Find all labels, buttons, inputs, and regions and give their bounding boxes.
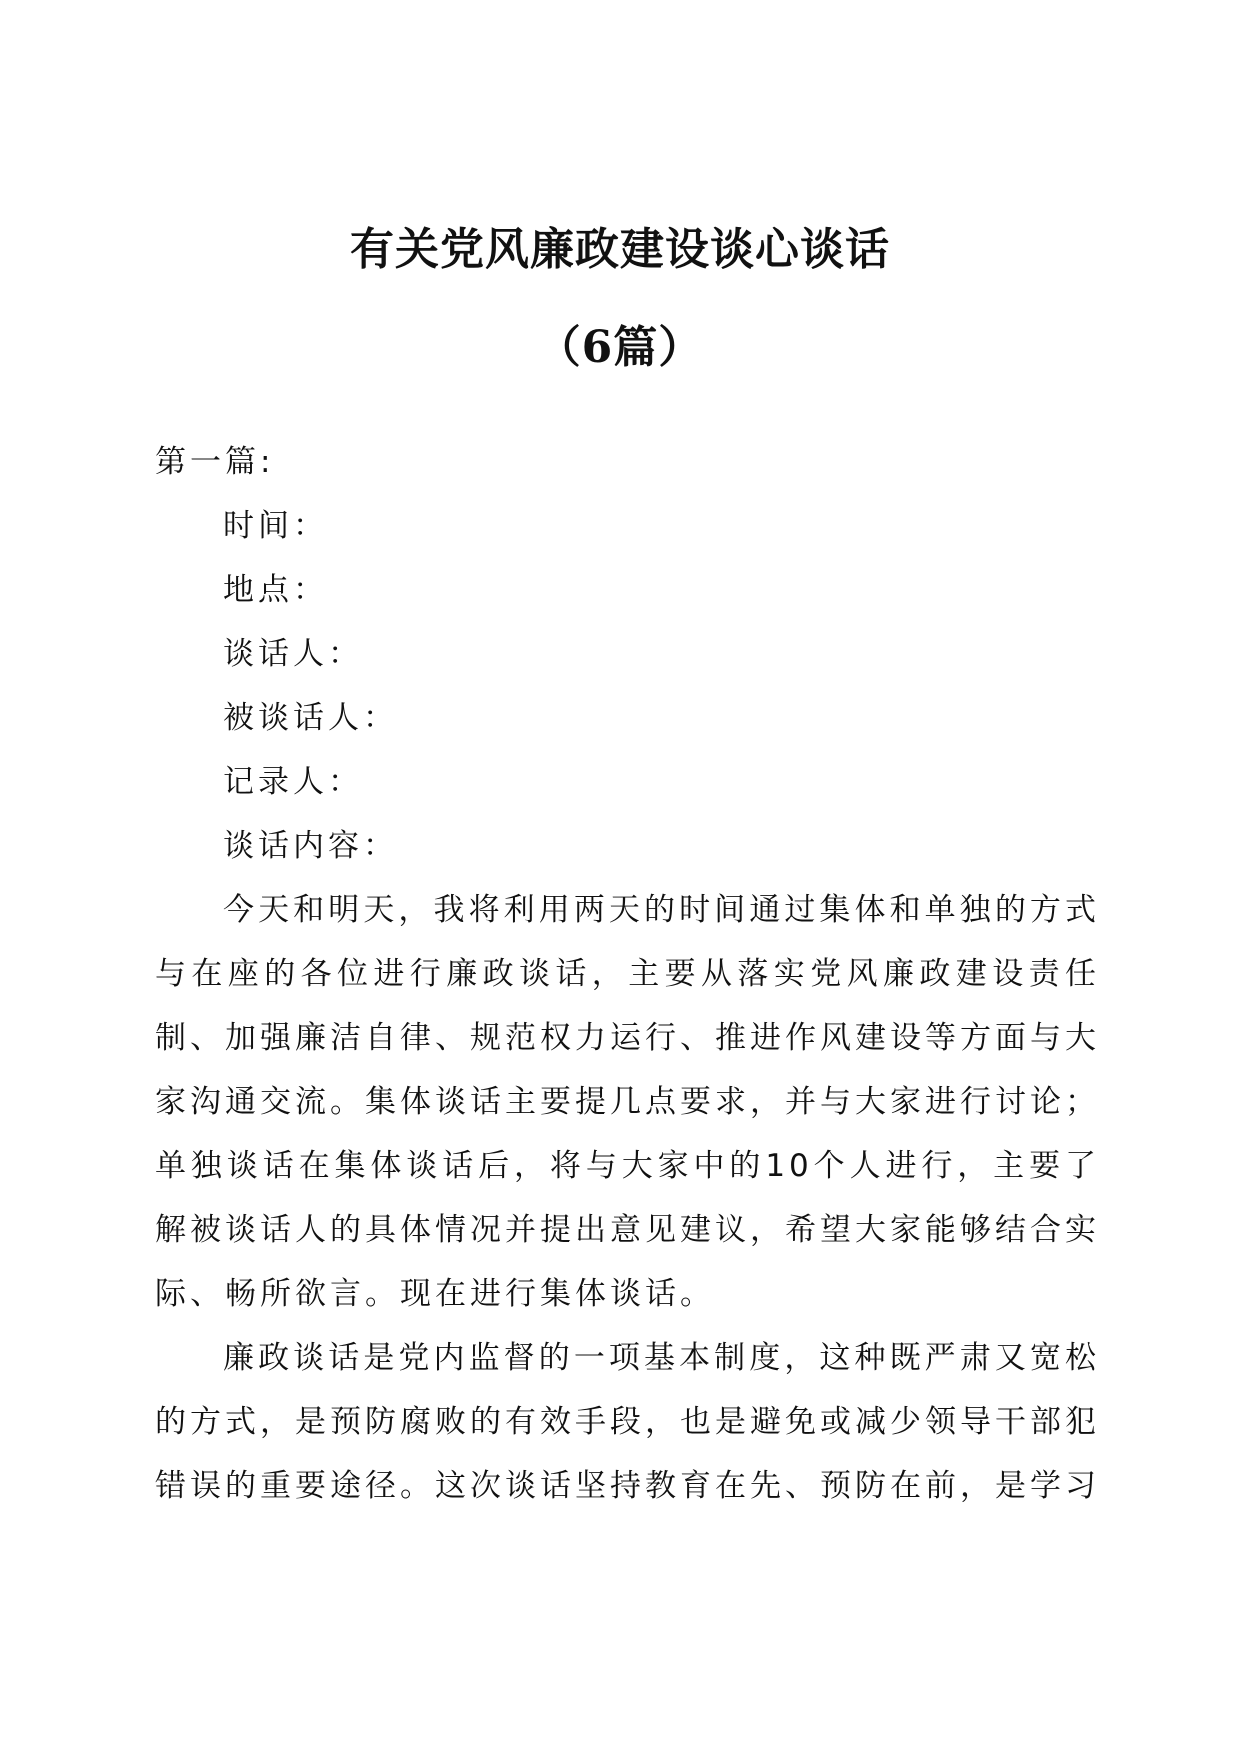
paragraph-1: 今天和明天，我将利用两天的时间通过集体和单独的方式与在座的各位进行廉政谈话，主要从落实党风廉政建设责任制、加强廉洁自律、规范权力运行、推进作风建设等方面与大家沟通交流。集体谈话主要提几点要求，并与大家进行讨论；单独谈话在集体谈话后，将与大家中的10个人进行，主要了解被谈话人的具体情况并提出意见建议，希望大家能够结合实际、畅所欲言。现在进行集体谈话。 — [155, 892, 1100, 1312]
field-interviewer: 谈话人： — [223, 636, 363, 672]
field-location: 地点： — [223, 572, 328, 608]
field-interviewee: 被谈话人： — [223, 700, 398, 736]
field-recorder: 记录人： — [223, 764, 363, 800]
document-body — [155, 430, 1100, 1518]
document-title: 有关党风廉政建设谈心谈话 — [350, 224, 890, 275]
paragraph-2: 廉政谈话是党内监督的一项基本制度，这种既严肃又宽松的方式，是预防腐败的有效手段，也是避免或减少领导干部犯错误的重要途径。这次谈话坚持教育在先、预防在前，是学习 — [155, 1340, 1100, 1504]
field-content: 谈话内容： — [223, 828, 398, 864]
section-heading: 第一篇: — [155, 444, 275, 480]
document-subtitle: （6篇） — [536, 322, 704, 373]
field-time: 时间： — [223, 508, 328, 544]
